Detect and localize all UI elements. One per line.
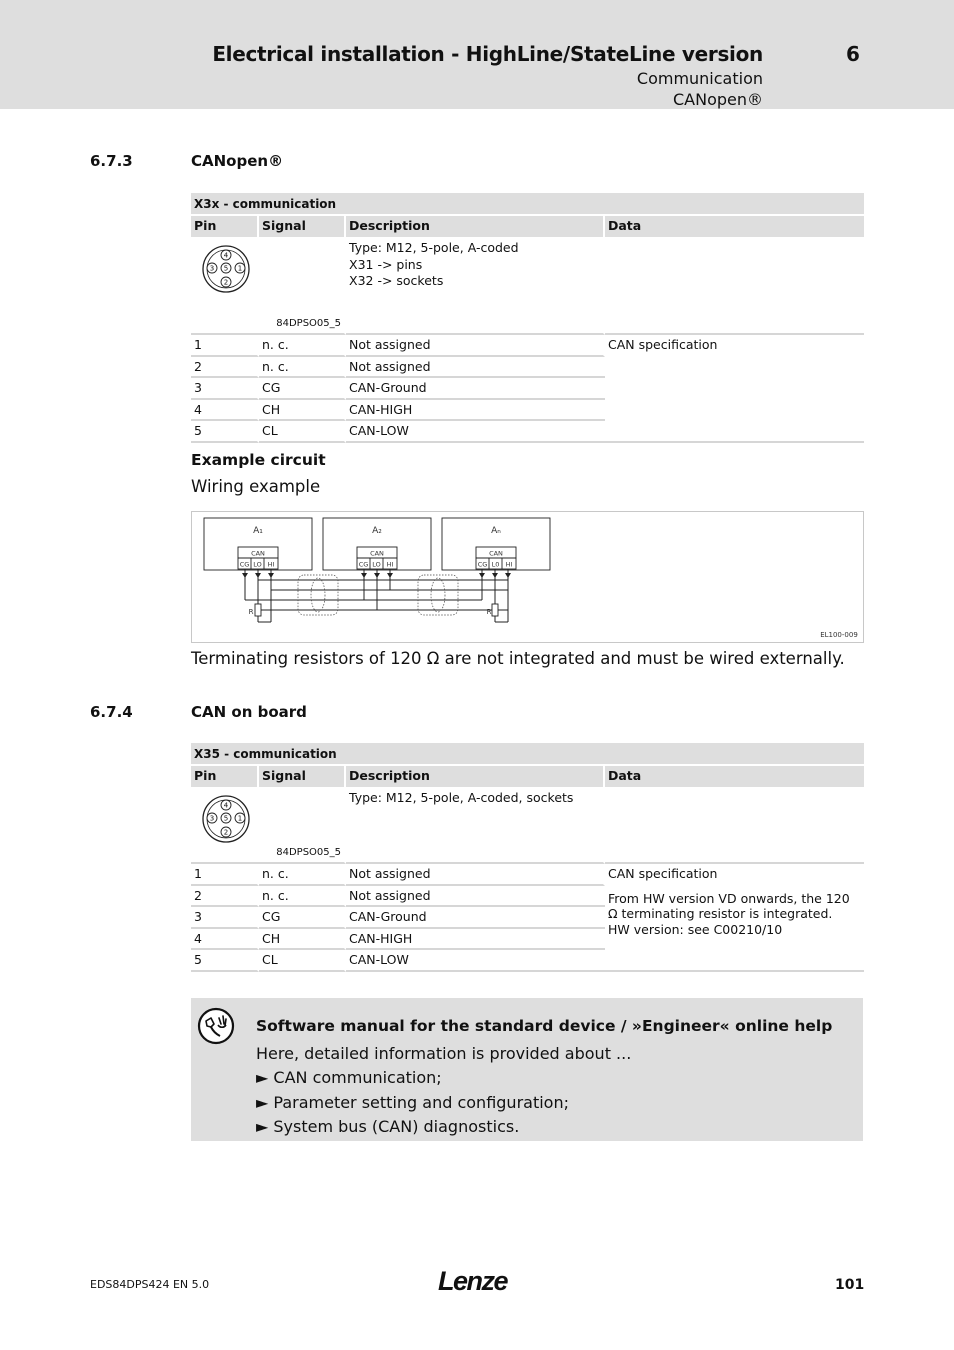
pin-label-1: 1 (237, 814, 243, 823)
connector-cell (191, 238, 346, 335)
connector-type: Type: M12, 5-pole, A-coded, sockets (349, 790, 574, 805)
col-header-signal: Signal (259, 216, 346, 238)
data-cell (605, 864, 864, 972)
device-label-an: Aₙ (491, 526, 501, 536)
pin-cell: 1 (191, 864, 259, 886)
footer-document-id: EDS84DPS424 EN 5.0 (90, 1278, 210, 1291)
connector-data (605, 238, 864, 335)
chapter-number: 6 (846, 42, 860, 66)
pin-label-5: 5 (223, 264, 229, 273)
signal-cell: CH (259, 929, 346, 951)
note-intro: Here, detailed information is provided about ... (256, 1044, 632, 1063)
device-label-a2: A₂ (372, 526, 382, 536)
description-cell: CAN-HIGH (346, 400, 605, 422)
resistor-label: R (248, 608, 254, 616)
pin-cell: 3 (191, 378, 259, 400)
note-item: ► System bus (CAN) diagnostics. (256, 1117, 520, 1136)
terminating-resistor-note: Terminating resistors of 120 Ω are not integrated and must be wired externally. (191, 649, 845, 668)
section-number-673: 6.7.3 (90, 152, 133, 170)
header-subtitle-canopen: CANopen® (672, 90, 763, 109)
section-number-674: 6.7.4 (90, 703, 133, 721)
connector-description (346, 238, 605, 335)
pin-label-2: 2 (223, 828, 229, 837)
resistor-right (492, 604, 498, 616)
terminal-label: L0 (491, 560, 500, 569)
port-label-can: CAN (370, 549, 384, 558)
section-title-canopen: CANopen® (191, 152, 284, 170)
table-row (191, 335, 864, 357)
data-cell-spec: CAN specification (608, 866, 718, 881)
signal-cell: CG (259, 378, 346, 400)
pin-label-5: 5 (223, 814, 229, 823)
pin-label-1: 1 (237, 264, 243, 273)
figure-code: EL100-009 (820, 631, 858, 639)
signal-cell: n. c. (259, 864, 346, 886)
description-cell: CAN-Ground (346, 378, 605, 400)
x35-pin-table (191, 743, 864, 972)
header-title: Electrical installation - HighLine/StateLine version (212, 42, 763, 66)
col-header-pin: Pin (191, 216, 259, 238)
wiring-diagram (191, 511, 864, 643)
pin-label-3: 3 (209, 814, 215, 823)
pin-cell: 2 (191, 357, 259, 379)
m12-connector-icon (201, 244, 251, 294)
description-cell: Not assigned (346, 357, 605, 379)
manual-reference-icon (197, 1007, 235, 1045)
example-circuit-heading: Example circuit (191, 451, 326, 469)
signal-cell: n. c. (259, 335, 346, 357)
page-header (0, 0, 954, 109)
pin-cell: 4 (191, 400, 259, 422)
terminal-label: HI (267, 560, 275, 569)
section-title-can-on-board: CAN on board (191, 703, 307, 721)
port-label-can: CAN (251, 549, 265, 558)
terminal-label: LO (372, 560, 381, 569)
description-cell: Not assigned (346, 864, 605, 886)
col-header-description: Description (346, 766, 605, 788)
pin-cell: 5 (191, 950, 259, 972)
pin-cell: 5 (191, 421, 259, 443)
terminal-label: LO (253, 560, 262, 569)
wiring-example-subtitle: Wiring example (191, 477, 321, 496)
device-label-a1: A₁ (253, 526, 263, 536)
note-item: ► CAN communication; (256, 1068, 442, 1087)
pin-cell: 1 (191, 335, 259, 357)
header-subtitle-communication: Communication (636, 69, 763, 88)
connector-data (605, 788, 864, 864)
pin-cell: 2 (191, 886, 259, 908)
connector-code: 84DPSO05_5 (276, 847, 341, 858)
connector-code: 84DPSO05_5 (276, 318, 341, 329)
signal-cell: n. c. (259, 357, 346, 379)
pin-cell: 4 (191, 929, 259, 951)
cable-shield (298, 575, 338, 615)
logo-text: Lenze (438, 1266, 508, 1296)
connector-type: Type: M12, 5-pole, A-coded (349, 240, 519, 255)
connector-cell (191, 788, 346, 864)
resistor-left (255, 604, 261, 616)
signal-cell: CL (259, 950, 346, 972)
col-header-signal: Signal (259, 766, 346, 788)
page-number: 101 (835, 1277, 865, 1293)
note-item: ► Parameter setting and configuration; (256, 1093, 569, 1112)
data-cell-note: From HW version VD onwards, the 120 Ω terminating resistor is integrated. (608, 890, 850, 921)
description-cell: Not assigned (346, 886, 605, 908)
terminal-label: CG (358, 560, 369, 569)
m12-connector-icon (201, 794, 251, 844)
port-label-can: CAN (489, 549, 503, 558)
pin-label-2: 2 (223, 278, 229, 287)
description-cell: Not assigned (346, 335, 605, 357)
description-cell: CAN-LOW (346, 421, 605, 443)
x3x-pin-table (191, 193, 864, 443)
signal-cell: CL (259, 421, 346, 443)
terminal-label: CG (239, 560, 250, 569)
pin-label-4: 4 (223, 801, 229, 810)
description-cell: CAN-Ground (346, 907, 605, 929)
data-cell-hw-version: HW version: see C00210/10 (608, 921, 783, 937)
can-bus-wiring-diagram (192, 512, 863, 642)
pin-cell: 3 (191, 907, 259, 929)
col-header-data: Data (605, 766, 864, 788)
col-header-data: Data (605, 216, 864, 238)
terminal-label: CG (477, 560, 488, 569)
description-cell: CAN-HIGH (346, 929, 605, 951)
col-header-pin: Pin (191, 766, 259, 788)
table-caption: X35 - communication (191, 743, 864, 766)
signal-cell: CH (259, 400, 346, 422)
terminal-label: HI (505, 560, 513, 569)
pin-label-3: 3 (209, 264, 215, 273)
resistor-label: R (486, 608, 492, 616)
table-row (191, 864, 864, 886)
col-header-description: Description (346, 216, 605, 238)
description-cell: CAN-LOW (346, 950, 605, 972)
connector-x32: X32 -> sockets (349, 273, 444, 288)
data-cell: CAN specification (605, 335, 864, 443)
pin-label-4: 4 (223, 251, 229, 260)
connector-x31: X31 -> pins (349, 256, 423, 272)
software-manual-note (191, 998, 863, 1141)
table-caption: X3x - communication (191, 193, 864, 216)
cable-shield (418, 575, 458, 615)
connector-description (346, 788, 605, 864)
lenze-logo (436, 1264, 516, 1296)
signal-cell: n. c. (259, 886, 346, 908)
note-title: Software manual for the standard device / »Engineer« online help (256, 1017, 833, 1035)
terminal-label: HI (386, 560, 394, 569)
signal-cell: CG (259, 907, 346, 929)
